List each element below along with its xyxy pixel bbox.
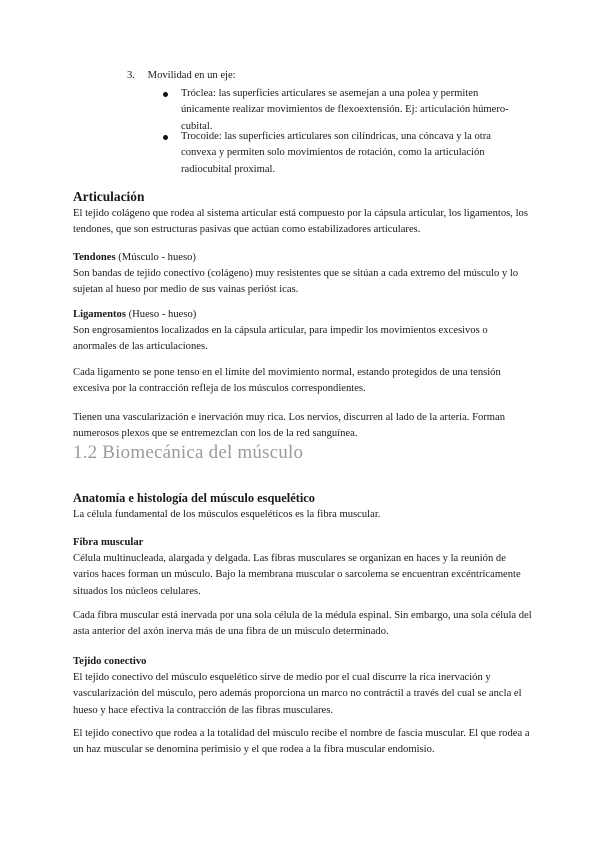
anatomia-section [73,489,533,523]
fibra-section [73,535,533,600]
ligamentos-qualifier: (Hueso - hueso) [125,309,197,320]
fibra-paragraph-2 [73,608,533,641]
ligamentos-paragraph-3 [73,410,533,443]
articulacion-heading: Articulación [73,189,145,204]
fibra-title: Fibra muscular [73,537,144,548]
tendones-text: Son bandas de tejido conectivo (colágeno) muy resistentes que se sitúan a cada extremo del músculo y lo sujetan al hueso por medio de sus vainas perióst icas. [73,268,519,296]
articulacion-intro: El tejido colágeno que rodea al sistema articular está compuesto por la cápsula articular, los ligamentos, los tendones, que son estructuras pasivas que actúan como estabilizadores articulares. [73,208,528,236]
numbered-list-item [127,68,527,84]
section-title: 1.2 Biomecánica del músculo [73,442,304,463]
ligamentos-heading [73,307,533,323]
fibra-text: Célula multinucleada, alargada y delgada. Las fibras musculares se organizan en haces y la reunión de varios haces forman un músculo. Bajo la membrana muscular o sarcolema se encuentran excéntricamente situados los núcleos celulares. [73,553,521,597]
list-item-label: Movilidad en un eje: [147,70,236,81]
fibra-heading [73,535,533,551]
bullet-text: Tróclea: las superficies articulares se asemejan a una polea y permiten únicamente realizar movimientos de flexoextensión. Ej: articulación húmero-cubital. [181,88,509,132]
list-number: 3. [127,70,135,81]
bullet-item-troclea [181,86,521,135]
ligamentos-section [73,307,533,356]
tendones-section [73,250,533,299]
ligamentos-title: Ligamentos [73,309,126,320]
ligamentos-paragraph-2 [73,365,533,398]
tejido-section [73,654,533,719]
ligamentos-text-2: Cada ligamento se pone tenso en el límite del movimiento normal, estando protegidos de una tensión excesiva por la contracción refleja de los músculos correspondientes. [73,367,501,395]
bullet-icon [163,92,168,97]
tejido-title: Tejido conectivo [73,656,147,667]
tendones-heading [73,250,533,266]
tejido-heading [73,654,533,670]
tejido-text: El tejido conectivo del músculo esquelético sirve de medio por el cual discurre la rica inervación y vascularización del músculo, pero además proporciona un marco no contráctil a través del cual se ancla el hueso y hace efectiva la contracción de las fibras musculares. [73,672,522,716]
anatomia-heading: Anatomía e histología del músculo esquelético [73,491,315,505]
anatomia-intro: La célula fundamental de los músculos esqueléticos es la fibra muscular. [73,509,381,520]
fibra-text-2: Cada fibra muscular está inervada por una sola célula de la médula espinal. Sin embargo, una sola célula del asta anterior del axón inerva más de una fibra de un músculo determinado. [73,610,532,638]
bullet-item-trocoide [181,129,521,178]
ligamentos-text-3: Tienen una vascularización e inervación muy rica. Los nervios, discurren al lado de la arteria. Forman numerosos plexos que se entremezclan con los de la red sanguínea. [73,412,506,440]
tendones-title: Tendones [73,252,116,263]
tendones-qualifier: (Músculo - hueso) [115,252,196,263]
tejido-text-2: El tejido conectivo que rodea a la totalidad del músculo recibe el nombre de fascia muscular. El que rodea a un haz muscular se denomina perimisio y el que rodea a la fibra muscular endomisio. [73,728,530,756]
ligamentos-text: Son engrosamientos localizados en la cápsula articular, para impedir los movimientos excesivos o anormales de las articulaciones. [73,325,488,353]
bullet-icon [163,135,168,140]
articulacion-section [73,188,533,239]
tejido-paragraph-2 [73,726,533,759]
bullet-text: Trocoide: las superficies articulares son cilíndricas, una cóncava y la otra convexa y permiten solo movimientos de rotación, como la articulación radiocubital proximal. [181,131,491,175]
